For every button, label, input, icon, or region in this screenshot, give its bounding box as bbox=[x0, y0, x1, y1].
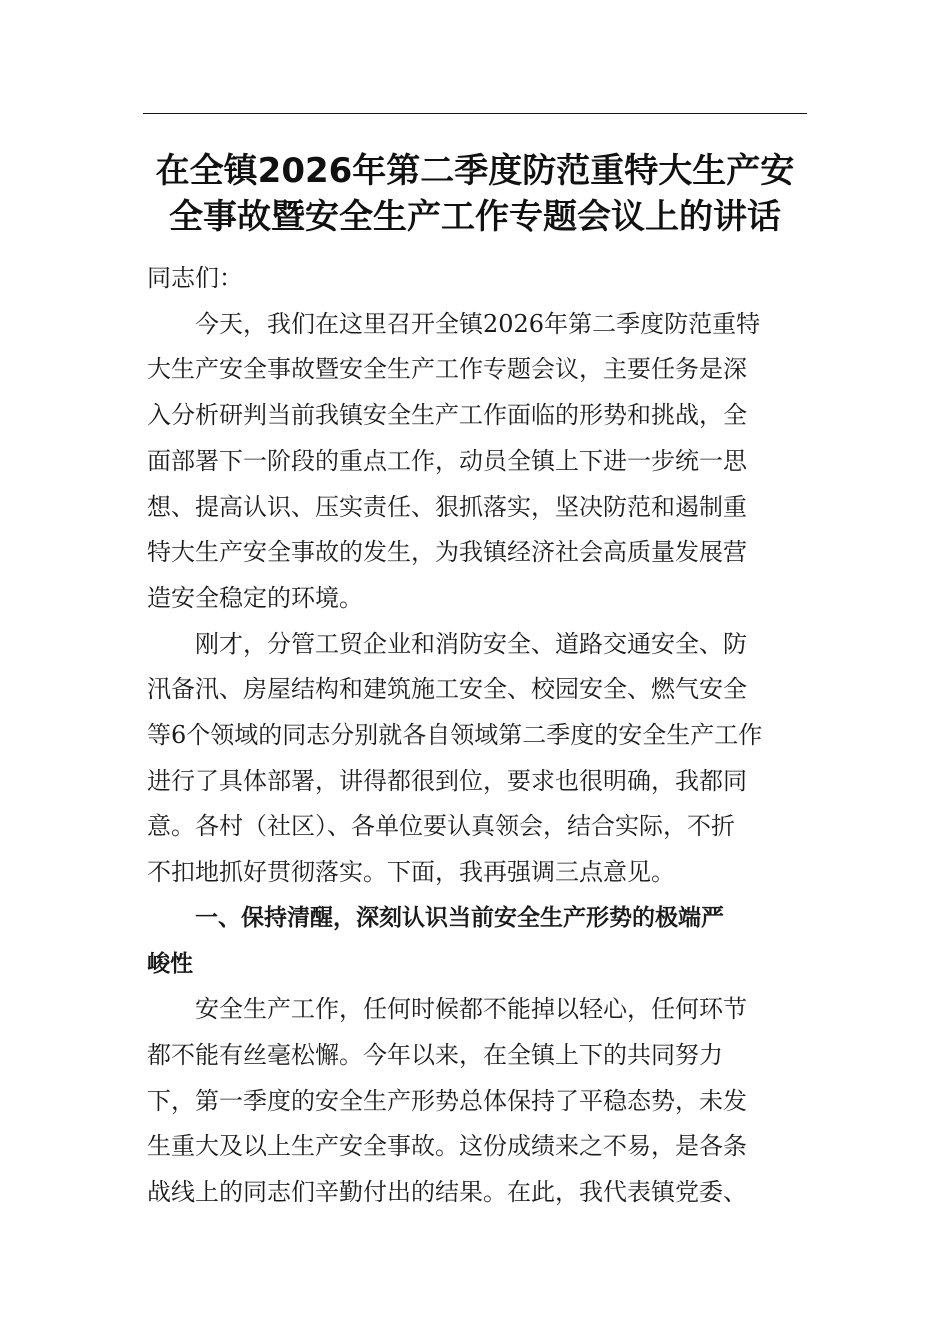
heading-line: 一、保持清醒，深刻认识当前安全生产形势的极端严 bbox=[195, 904, 724, 931]
text-line: 刚才，分管工贸企业和消防安全、道路交通安全、防 bbox=[195, 629, 747, 658]
text-line: 下，第一季度的安全生产形势总体保持了平稳态势，未发 bbox=[147, 1086, 747, 1115]
heading-line: 峻性 bbox=[147, 950, 193, 977]
paragraph-section-1 bbox=[147, 987, 807, 1216]
text-line: 大生产安全事故暨安全生产工作专题会议，主要任务是深 bbox=[147, 355, 747, 384]
text-line: 特大生产安全事故的发生，为我镇经济社会高质量发展营 bbox=[147, 538, 747, 567]
header-rule bbox=[143, 113, 807, 114]
text-line: 战线上的同志们辛勤付出的结果。在此，我代表镇党委、 bbox=[147, 1178, 747, 1207]
text-line: 今天，我们在这里召开全镇2026年第二季度防范重特 bbox=[195, 309, 761, 338]
text-line: 面部署下一阶段的重点工作，动员全镇上下进一步统一思 bbox=[147, 446, 747, 475]
text-line: 等6个领域的同志分别就各自领域第二季度的安全生产工作 bbox=[147, 721, 763, 750]
text-line: 想、提高认识、压实责任、狠抓落实，坚决防范和遏制重 bbox=[147, 492, 747, 521]
text-line: 造安全稳定的环境。 bbox=[147, 583, 363, 612]
text-line: 意。各村（社区）、各单位要认真领会，结合实际，不折 bbox=[147, 812, 735, 841]
paragraph-intro bbox=[147, 302, 807, 622]
title-line: 在全镇2026年第二季度防范重特大生产安 bbox=[155, 151, 795, 191]
salutation: 同志们： bbox=[147, 264, 243, 292]
document-title bbox=[143, 148, 807, 240]
paragraph-deployment bbox=[147, 622, 807, 896]
text-line: 汛备汛、房屋结构和建筑施工安全、校园安全、燃气安全 bbox=[147, 675, 747, 704]
text-line: 都不能有丝毫松懈。今年以来，在全镇上下的共同努力 bbox=[147, 1040, 723, 1069]
title-line: 全事故暨安全生产工作专题会议上的讲话 bbox=[169, 197, 781, 237]
text-line: 生重大及以上生产安全事故。这份成绩来之不易，是各条 bbox=[147, 1132, 747, 1161]
text-line: 入分析研判当前我镇安全生产工作面临的形势和挑战，全 bbox=[147, 401, 747, 430]
section-heading-1 bbox=[147, 896, 807, 987]
text-line: 进行了具体部署，讲得都很到位，要求也很明确，我都同 bbox=[147, 766, 747, 795]
text-line: 不扣地抓好贯彻落实。下面，我再强调三点意见。 bbox=[147, 858, 675, 887]
text-line: 安全生产工作，任何时候都不能掉以轻心，任何环节 bbox=[195, 995, 747, 1024]
document-body bbox=[147, 256, 807, 1216]
